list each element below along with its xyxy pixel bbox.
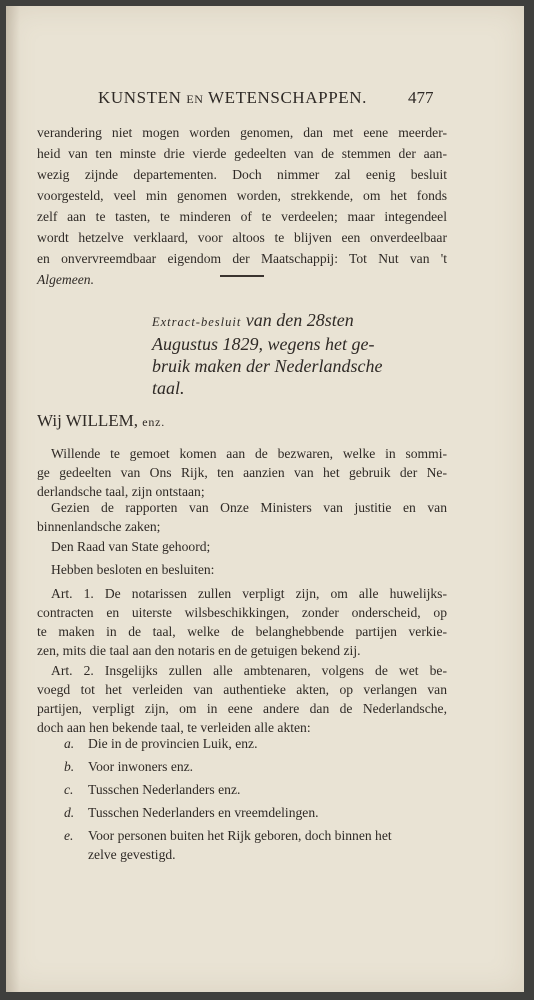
header-title-en: EN [186,92,204,106]
page-number: 477 [408,88,434,107]
extract-title-sc: Extract-besluit [152,315,242,329]
intro-line: verandering niet mogen worden genomen, dan met eene meerder- [37,125,447,140]
decree-opening [37,411,165,431]
decree-enz: enz. [142,415,166,429]
article-line: Art. 1. De notarissen zullen verpligt zijn, om alle huwelijks- [51,586,447,601]
paragraph-line: Gezien de rapporten van Onze Ministers van justitie en van [51,500,447,515]
list-item-b [64,759,193,775]
extract-title [152,309,452,399]
list-letter: c. [64,782,74,797]
list-letter: b. [64,759,75,774]
intro-line: wordt hetzelve verklaard, voor altoos te blijven een onverdeelbaar [37,230,447,245]
intro-line: Algemeen. [37,272,94,287]
article-line: partijen, verpligt zijn, om in eene andere dan de Nederlandsche, [37,701,447,716]
article-line: te maken in de taal, welke de belanghebbende partijen verkie- [37,624,447,639]
list-item-e-continuation: zelve gevestigd. [88,847,176,862]
list-item-d [64,805,319,821]
list-text: Tusschen Nederlanders enz. [88,782,241,797]
decree-wij: Wij WILLEM, [37,411,138,430]
intro-line: zelf aan te tasten, te minderen of te verdeelen; maar integendeel [37,209,447,224]
paragraph-hebben [37,560,447,579]
list-item-e [64,828,392,844]
paragraph-willende [37,444,447,501]
list-letter: e. [64,828,74,843]
intro-line: heid van ten minste drie vierde gedeelten van de stemmen der aan- [37,146,447,161]
paragraph-line: Den Raad van State gehoord; [51,539,211,554]
list-text: Voor personen buiten het Rijk geboren, doch binnen het [88,828,392,843]
paragraph-line: Hebben besloten en besluiten: [51,562,215,577]
list-item-a [64,736,258,752]
intro-line: wezig zijnde departementen. Doch nimmer zal eenig besluit [37,167,447,182]
list-text: Die in de provincien Luik, enz. [88,736,258,751]
intro-paragraph [37,122,447,290]
paragraph-raad [37,537,447,556]
extract-title-line1: van den 28sten [245,310,354,330]
header-title-part2: WETENSCHAPPEN. [207,88,367,107]
paragraph-gezien [37,498,447,536]
list-item-c [64,782,240,798]
paragraph-line: binnenlandsche zaken; [37,519,161,534]
list-letter: d. [64,805,75,820]
paragraph-line: derlandsche taal, zijn ontstaan; [37,484,205,499]
article-line: contracten en uiterste wilsbeschikkingen, zonder onderscheid, op [37,605,447,620]
section-divider [220,275,264,277]
list-text: Voor inwoners enz. [88,759,194,774]
list-text: Tusschen Nederlanders en vreemdelingen. [88,805,319,820]
paragraph-line: ge gedeelten van Ons Rijk, ten aanzien van het gebruik der Ne- [37,465,447,480]
book-page [6,6,524,992]
article-1 [37,584,447,660]
running-header [98,88,448,108]
article-2 [37,661,447,737]
article-line: zen, mits die taal aan den notaris en de getuigen bekend zij. [37,643,361,658]
extract-title-line4: taal. [152,378,185,398]
header-title-part1: KUNSTEN [98,88,182,107]
article-line: voegd tot het verleiden van authentieke akten, op verlangen van [37,682,447,697]
paragraph-line: Willende te gemoet komen aan de bezwaren, welke in sommi- [51,446,447,461]
extract-title-line2: Augustus 1829, wegens het ge- [152,334,375,354]
intro-line: en onvervreemdbaar eigendom der Maatschappij: Tot Nut van 't [37,251,447,266]
article-line: Art. 2. Insgelijks zullen alle ambtenaren, volgens de wet be- [51,663,447,678]
extract-title-line3: bruik maken der Nederlandsche [152,356,383,376]
list-letter: a. [64,736,75,751]
article-line: doch aan hen bekende taal, te verleiden alle akten: [37,720,311,735]
intro-line: voorgesteld, veel min genomen worden, strekkende, om het fonds [37,188,447,203]
